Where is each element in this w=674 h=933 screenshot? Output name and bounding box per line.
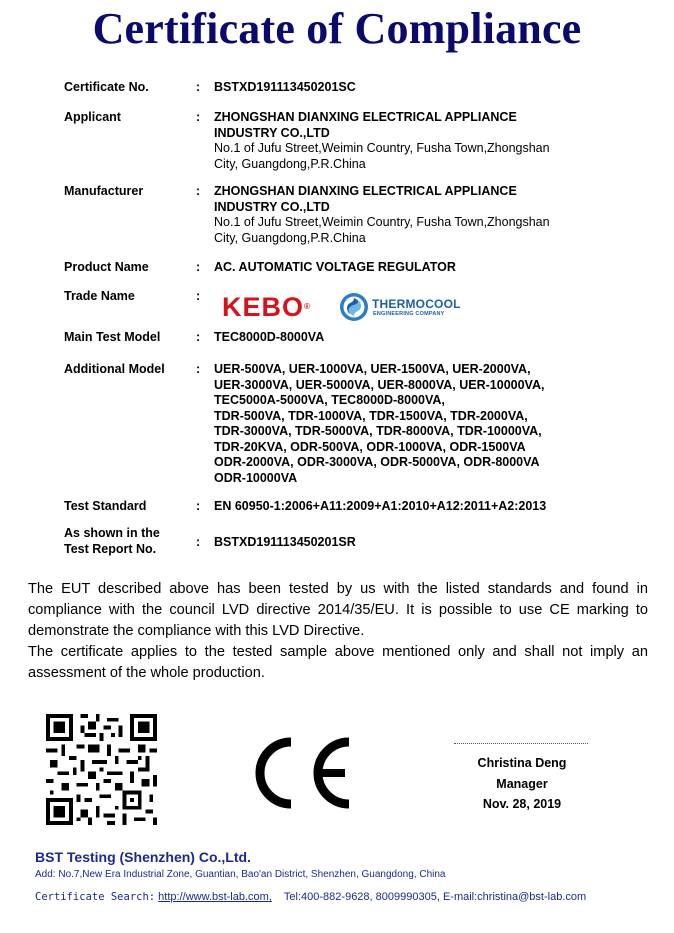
additional-model-line: UER-3000VA, UER-5000VA, UER-8000VA, UER-10000VA, bbox=[214, 377, 545, 392]
colon: : bbox=[196, 535, 201, 549]
test-report-value: BSTXD191113450201SR bbox=[214, 535, 356, 549]
product-name-label: Product Name bbox=[64, 260, 149, 274]
additional-model-list bbox=[214, 362, 614, 486]
manufacturer-value bbox=[214, 184, 614, 246]
colon: : bbox=[196, 260, 201, 274]
additional-model-line: TDR-500VA, TDR-1000VA, TDR-1500VA, TDR-2000VA, bbox=[214, 408, 528, 423]
kebo-logo-text: KEBO bbox=[222, 292, 305, 322]
manufacturer-address-line1: No.1 of Jufu Street,Weimin Country, Fusha Town,Zhongshan bbox=[214, 215, 550, 229]
contact-info: Tel:400-882-9628, 8009990305, E-mail:christina@bst-lab.com bbox=[283, 891, 587, 903]
certificate-no-label: Certificate No. bbox=[64, 80, 149, 94]
applicant-address-line1: No.1 of Jufu Street,Weimin Country, Fusha Town,Zhongshan bbox=[214, 141, 550, 155]
additional-model-line: TEC5000A-5000VA, TEC8000D-8000VA, bbox=[214, 393, 445, 407]
manufacturer-label: Manufacturer bbox=[64, 184, 144, 198]
signatory-title: Manager bbox=[496, 777, 548, 791]
certificate-search-label: Certificate Search: bbox=[35, 891, 156, 903]
colon: : bbox=[196, 499, 201, 513]
thermocool-logo-icon bbox=[339, 292, 369, 322]
colon: : bbox=[196, 184, 201, 198]
website-link[interactable]: http://www.bst-lab.com, bbox=[158, 891, 272, 903]
thermocool-logo-subtext: ENGINEERING COMPANY bbox=[373, 311, 445, 317]
colon: : bbox=[196, 110, 201, 124]
applicant-name-line1: ZHONGSHAN DIANXING ELECTRICAL APPLIANCE bbox=[214, 110, 517, 124]
signature-line bbox=[454, 743, 588, 744]
colon: : bbox=[196, 330, 201, 344]
trade-name-label: Trade Name bbox=[64, 289, 135, 303]
test-standard-value: EN 60950-1:2006+A11:2009+A1:2010+A12:2011+A2:2013 bbox=[214, 499, 547, 513]
additional-model-line: ODR-10000VA bbox=[214, 470, 298, 485]
additional-model-line: TDR-20KVA, ODR-500VA, ODR-1000VA, ODR-1500VA bbox=[214, 439, 526, 454]
manufacturer-name-line1: ZHONGSHAN DIANXING ELECTRICAL APPLIANCE bbox=[214, 184, 517, 198]
applicant-name-line2: INDUSTRY CO.,LTD bbox=[214, 125, 330, 140]
main-test-model-value: TEC8000D-8000VA bbox=[214, 330, 325, 344]
additional-model-label: Additional Model bbox=[64, 362, 165, 376]
manufacturer-address-line2: City, Guangdong,P.R.China bbox=[214, 230, 366, 245]
applicant-label: Applicant bbox=[64, 110, 121, 124]
colon: : bbox=[196, 362, 201, 376]
ce-mark-icon bbox=[247, 734, 355, 812]
thermocool-logo-text: THERMOCOOL bbox=[372, 297, 461, 311]
issuer-address: Add: No.7,New Era Industrial Zone, Guantian, Bao'an District, Shenzhen, Guangdong, China bbox=[35, 869, 446, 880]
issuer-company: BST Testing (Shenzhen) Co.,Ltd. bbox=[35, 849, 251, 865]
test-standard-label: Test Standard bbox=[64, 499, 147, 513]
registered-mark: ® bbox=[304, 302, 310, 311]
signatory-date: Nov. 28, 2019 bbox=[482, 797, 562, 811]
signatory-name: Christina Deng bbox=[477, 756, 567, 770]
additional-model-line: TDR-3000VA, TDR-5000VA, TDR-8000VA, TDR-10000VA, bbox=[214, 424, 542, 438]
test-report-label bbox=[64, 526, 194, 557]
kebo-logo bbox=[222, 292, 310, 322]
statement-paragraph-1: The EUT described above has been tested by us with the listed standards and found in compliance with the council LVD directive 2014/35/EU. It is possible to use CE marking to demonstrate the compliance with this LVD Directive. bbox=[28, 581, 648, 639]
colon: : bbox=[196, 80, 201, 94]
certificate-title: Certificate of Compliance bbox=[92, 4, 582, 53]
applicant-address-line2: City, Guangdong,P.R.China bbox=[214, 156, 366, 171]
additional-model-line: UER-500VA, UER-1000VA, UER-1500VA, UER-2000VA, bbox=[214, 362, 531, 376]
applicant-value bbox=[214, 110, 614, 172]
main-test-model-label: Main Test Model bbox=[64, 330, 161, 344]
statement-paragraph-2: The certificate applies to the tested sample above mentioned only and shall not imply an assessment of the whole production. bbox=[28, 644, 648, 681]
manufacturer-name-line2: INDUSTRY CO.,LTD bbox=[214, 199, 330, 214]
test-report-label-line1: As shown in the bbox=[64, 526, 160, 540]
product-name-value: AC. AUTOMATIC VOLTAGE REGULATOR bbox=[214, 260, 456, 274]
qr-code-icon bbox=[46, 714, 157, 825]
certificate-no-value: BSTXD191113450201SC bbox=[214, 80, 356, 94]
additional-model-line: ODR-2000VA, ODR-3000VA, ODR-5000VA, ODR-8000VA bbox=[214, 455, 540, 469]
test-report-label-line2: Test Report No. bbox=[64, 541, 157, 556]
issuer-contact-line bbox=[35, 890, 586, 904]
colon: : bbox=[196, 289, 201, 303]
